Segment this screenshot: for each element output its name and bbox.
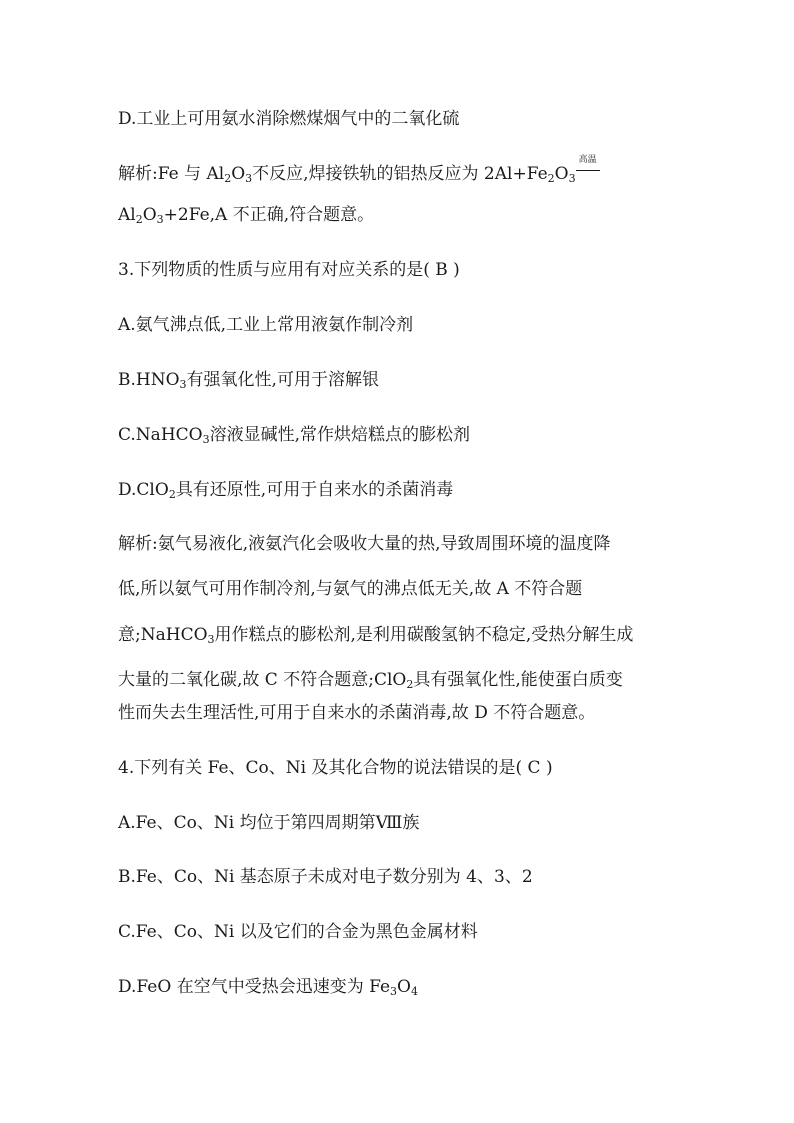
analysis-line: [118, 204, 688, 226]
subscript: 3: [202, 433, 210, 446]
text-run: A.Fe、Co、Ni 均位于第四周期第Ⅷ族: [118, 813, 420, 833]
subscript: 3: [207, 633, 215, 646]
text-run: D.ClO: [118, 480, 169, 500]
text-run: 有强氧化性,可用于溶解银: [186, 370, 379, 390]
subscript: 3: [568, 172, 576, 185]
text-run: 具有强氧化性,能使蛋白质变: [413, 670, 623, 690]
text-run: 用作糕点的膨松剂,是利用碳酸氢钠不稳定,受热分解生成: [214, 625, 634, 645]
option-a-line: [118, 314, 688, 336]
option-d-line: [118, 479, 688, 501]
text-run: A.氨气沸点低,工业上常用液氨作制冷剂: [118, 315, 414, 335]
subscript: 2: [547, 172, 555, 185]
text-run: 解析:Fe 与 Al: [118, 164, 225, 184]
text-run: 解析:氨气易液化,液氨汽化会吸收大量的热,导致周围环境的温度降: [118, 534, 611, 554]
text-run: 4.下列有关 Fe、Co、Ni 及其化合物的说法错误的是( C ): [118, 758, 553, 778]
subscript: 2: [406, 678, 414, 691]
subscript: 3: [156, 213, 164, 226]
option-d-line: [118, 108, 688, 130]
option-c-line: [118, 424, 688, 446]
text-run: 低,所以氨气可用作制冷剂,与氨气的沸点低无关,故 A 不符合题: [118, 579, 583, 599]
text-run: 3.下列物质的性质与应用有对应关系的是( B ): [118, 260, 460, 280]
reaction-bar: [576, 170, 600, 171]
text-run: O: [554, 164, 569, 184]
text-run: C.NaHCO: [118, 425, 203, 445]
subscript: 3: [390, 985, 398, 998]
text-run: O: [231, 164, 246, 184]
option-b-line: [118, 866, 688, 888]
text-run: 大量的二氧化碳,故 C 不符合题意;ClO: [118, 670, 407, 690]
subscript: 3: [179, 378, 187, 391]
option-a-line: [118, 812, 688, 834]
analysis-line: [118, 533, 688, 555]
text-run: 意;NaHCO: [118, 625, 208, 645]
option-c-line: [118, 921, 688, 943]
analysis-line: [118, 578, 688, 600]
subscript: 2: [168, 488, 176, 501]
analysis-line: [118, 669, 688, 691]
text-run: D.FeO 在空气中受热会迅速变为 Fe: [118, 977, 391, 997]
subscript: 2: [224, 172, 232, 185]
subscript: 3: [245, 172, 253, 185]
reaction-condition: 高温: [578, 155, 597, 165]
reaction-condition-arrow: [576, 155, 600, 179]
text-run: 溶液显碱性,常作烘焙糕点的膨松剂: [209, 425, 470, 445]
text-run: 不反应,焊接铁轨的铝热反应为 2Al+Fe: [252, 164, 548, 184]
question-3-line: [118, 259, 688, 281]
analysis-line: [118, 624, 688, 646]
question-4-line: [118, 757, 688, 779]
subscript: 2: [135, 213, 143, 226]
text-run: 性而失去生理活性,可用于自来水的杀菌消毒,故 D 不符合题意。: [118, 703, 596, 723]
text-run: 具有还原性,可用于自来水的杀菌消毒: [175, 480, 454, 500]
subscript: 4: [410, 985, 418, 998]
text-run: +2Fe,A 不正确,符合题意。: [163, 205, 375, 225]
text-run: D.工业上可用氨水消除燃煤烟气中的二氧化硫: [118, 109, 460, 129]
text-run: B.HNO: [118, 370, 180, 390]
option-b-line: [118, 369, 688, 391]
text-run: O: [142, 205, 157, 225]
option-d-line: [118, 976, 688, 998]
text-run: C.Fe、Co、Ni 以及它们的合金为黑色金属材料: [118, 922, 478, 942]
analysis-line: [118, 155, 688, 185]
text-run: B.Fe、Co、Ni 基态原子未成对电子数分别为 4、3、2: [118, 867, 533, 887]
analysis-line: [118, 702, 688, 724]
text-run: O: [397, 977, 411, 997]
text-run: Al: [118, 205, 136, 225]
